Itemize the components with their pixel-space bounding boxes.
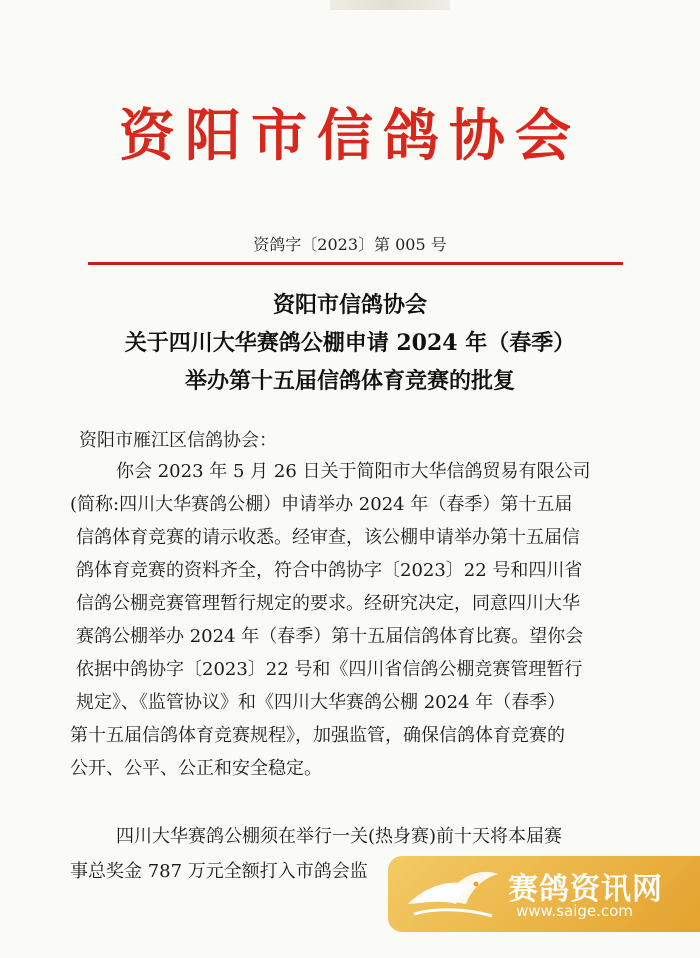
body-line: 依据中鸽协字〔2023〕22 号和《四川省信鸽公棚竞赛管理暂行 <box>76 659 583 680</box>
body-line: 赛鸽公棚举办 2024 年（春季）第十五届信鸽体育比赛。望你会 <box>76 626 584 647</box>
body-line: 第十五届信鸽体育竞赛规程》，加强监管，确保信鸽体育竞赛的 <box>70 725 565 746</box>
body-line: 规定》、《监管协议》和《四川大华赛鸽公棚 2024 年（春季） <box>76 692 566 713</box>
body-line: 鸽体育竞赛的资料齐全，符合中鸽协字〔2023〕22 号和四川省 <box>76 560 583 581</box>
red-divider-rule <box>88 262 623 265</box>
body-line: 事总奖金 787 万元全额打入市鸽会监 <box>70 861 368 882</box>
salutation: 资阳市雁江区信鸽协会： <box>79 430 277 451</box>
watermark-site-url: www.saige.com <box>516 902 633 920</box>
body-line: 信鸽公棚竞赛管理暂行规定的要求。经研究决定，同意四川大华 <box>76 593 580 614</box>
body-line: 你会 2023 年 5 月 26 日关于简阳市大华信鸽贸易有限公司 <box>116 461 591 482</box>
scan-edge-mark <box>330 0 450 10</box>
document-number: 资鸽字〔2023〕第 005 号 <box>253 235 447 254</box>
site-watermark <box>388 856 700 932</box>
document-title-line-1: 资阳市信鸽协会 <box>272 292 427 318</box>
pigeon-logo-icon <box>404 864 500 924</box>
body-line: (简称:四川大华赛鸽公棚）申请举办 2024 年（春季）第十五届 <box>70 494 573 515</box>
document-title-line-2: 关于四川大华赛鸽公棚申请 2024 年（春季） <box>124 330 576 356</box>
body-line: 公开、公平、公正和安全稳定。 <box>70 758 322 779</box>
watermark-site-name: 赛鸽资讯网 <box>508 872 663 907</box>
document-title-line-3: 举办第十五届信鸽体育竞赛的批复 <box>184 368 515 394</box>
body-line: 信鸽体育竞赛的请示收悉。经审查，该公棚申请举办第十五届信 <box>76 527 580 548</box>
org-letterhead-title: 资阳市信鸽协会 <box>119 103 581 169</box>
body-line: 四川大华赛鸽公棚须在举行一关(热身赛)前十天将本届赛 <box>116 826 563 847</box>
